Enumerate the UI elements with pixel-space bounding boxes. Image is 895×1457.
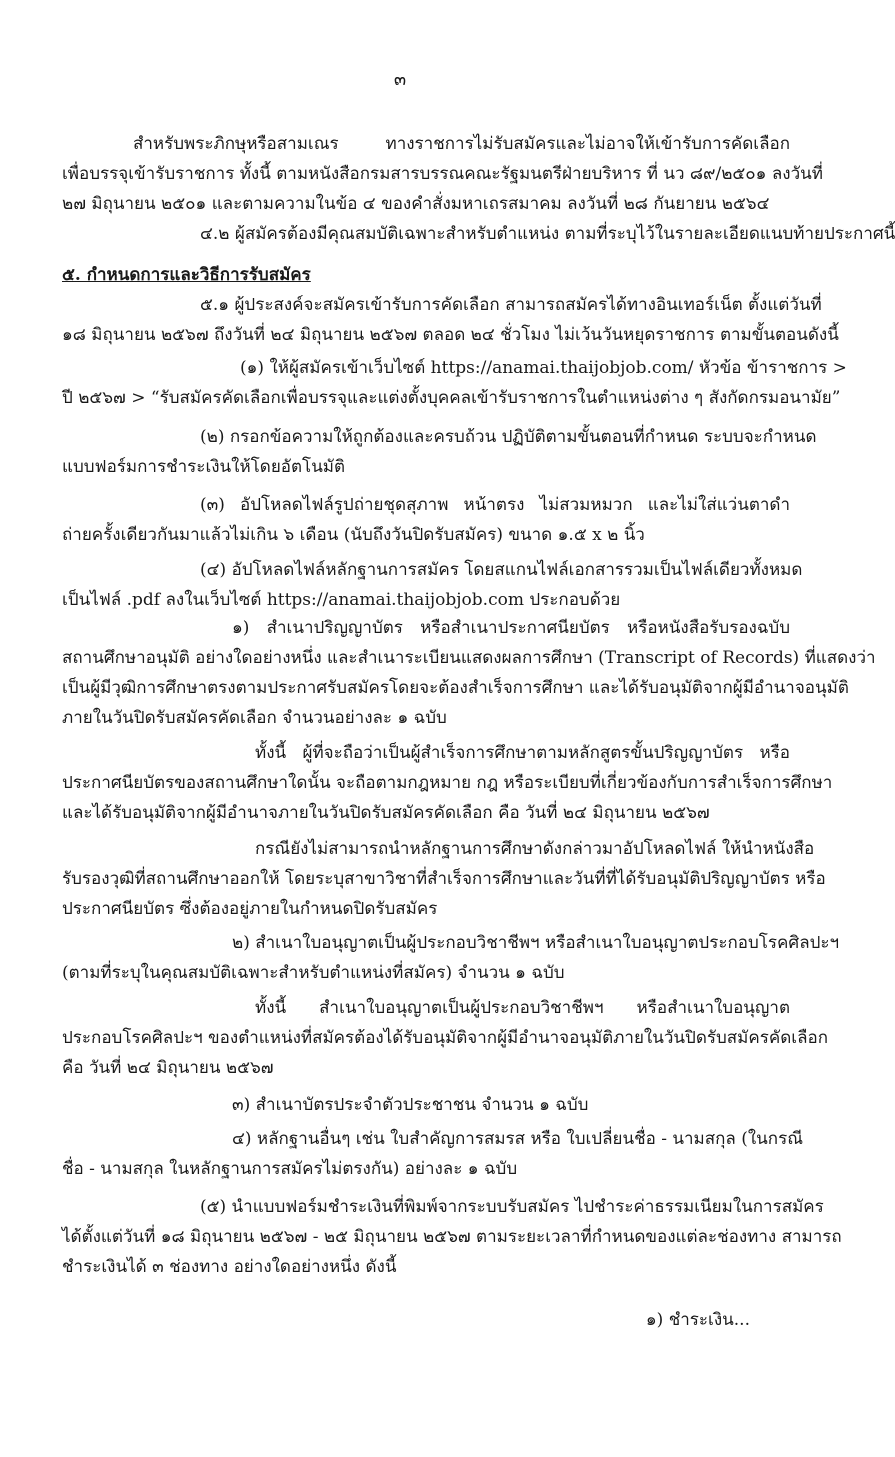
- intro-line: ๒๗ มิถุนายน ๒๕๐๑ และตามความในข้อ ๔ ของคำสั่งมหาเถรสมาคม ลงวันที่ ๒๘ กันยายน ๒๕๖๔: [62, 194, 770, 214]
- doc-2-note-line: ทั้งนี้ สำเนาใบอนุญาตเป็นผู้ประกอบวิชาชีพฯ หรือสำเนาใบอนุญาต: [255, 998, 790, 1018]
- doc-1-line: ๑) สำเนาปริญญาบัตร หรือสำเนาประกาศนียบัตร หรือหนังสือรับรองฉบับ: [232, 618, 790, 638]
- step-4-line: (๔) อัปโหลดไฟล์หลักฐานการสมัคร โดยสแกนไฟล์เอกสารรวมเป็นไฟล์เดียวทั้งหมด: [200, 560, 803, 580]
- step-3-line: (๓) อัปโหลดไฟล์รูปถ่ายชุดสุภาพ หน้าตรง ไม่สวมหมวก และไม่ใส่แว่นตาดำ: [200, 495, 790, 515]
- doc-4-line: ๔) หลักฐานอื่นๆ เช่น ใบสำคัญการสมรส หรือ ใบเปลี่ยนชื่อ - นามสกุล (ในกรณี: [232, 1129, 803, 1149]
- doc-3-line: ๓) สำเนาบัตรประจำตัวประชาชน จำนวน ๑ ฉบับ: [232, 1095, 589, 1115]
- doc-2-note-line: ประกอบโรคศิลปะฯ ของตำแหน่งที่สมัครต้องได้รับอนุมัติจากผู้มีอำนาจอนุมัติภายในวันปิดรับสมัครคัดเลือก: [62, 1028, 829, 1048]
- qualification-clause: ๔.๒ ผู้สมัครต้องมีคุณสมบัติเฉพาะสำหรับตำแหน่ง ตามที่ระบุไว้ในรายละเอียดแนบท้ายประกาศนี้: [200, 224, 895, 244]
- step-5-line: (๕) นำแบบฟอร์มชำระเงินที่พิมพ์จากระบบรับสมัคร ไปชำระค่าธรรมเนียมในการสมัคร: [200, 1197, 824, 1217]
- continuation-marker: ๑) ชำระเงิน...: [645, 1310, 750, 1330]
- step-4-line: เป็นไฟล์ .pdf ลงในเว็บไซต์ https://anamai.thaijobjob.com ประกอบด้วย: [62, 590, 621, 610]
- clause-5-1-line: ๑๘ มิถุนายน ๒๕๖๗ ถึงวันที่ ๒๔ มิถุนายน ๒๕๖๗ ตลอด ๒๔ ชั่วโมง ไม่เว้นวันหยุดราชการ ตามขั้นตอนดังนี้: [62, 325, 839, 345]
- doc-1-line: สถานศึกษาอนุมัติ อย่างใดอย่างหนึ่ง และสำเนาระเบียนแสดงผลการศึกษา (Transcript of Records) ที่แสดงว่า: [62, 648, 876, 668]
- page-number: ๓: [393, 69, 407, 90]
- section-heading: ๕. กำหนดการและวิธีการรับสมัคร: [62, 265, 311, 285]
- doc-1-line: ภายในวันปิดรับสมัครคัดเลือก จำนวนอย่างละ ๑ ฉบับ: [62, 708, 447, 728]
- doc-1-note-line: รับรองวุฒิที่สถานศึกษาออกให้ โดยระบุสาขาวิชาที่สำเร็จการศึกษาและวันที่ที่ได้รับอนุมัติปริญญาบัตร หรือ: [62, 869, 826, 889]
- doc-2-note-line: คือ วันที่ ๒๔ มิถุนายน ๒๕๖๗: [62, 1058, 274, 1078]
- step-1-line: (๑) ให้ผู้สมัครเข้าเว็บไซต์ https://anamai.thaijobjob.com/ หัวข้อ ข้าราชการ >: [240, 358, 847, 378]
- step-2-line: แบบฟอร์มการชำระเงินให้โดยอัตโนมัติ: [62, 457, 346, 477]
- doc-1-note-line: ประกาศนียบัตรของสถานศึกษาใดนั้น จะถือตามกฎหมาย กฎ หรือระเบียบที่เกี่ยวข้องกับการสำเร็จการศึกษา: [62, 773, 833, 793]
- doc-1-note-line: ประกาศนียบัตร ซึ่งต้องอยู่ภายในกำหนดปิดรับสมัคร: [62, 899, 438, 919]
- step-3-line: ถ่ายครั้งเดียวกันมาแล้วไม่เกิน ๖ เดือน (นับถึงวันปิดรับสมัคร) ขนาด ๑.๕ x ๒ นิ้ว: [62, 525, 645, 545]
- doc-1-note-line: ทั้งนี้ ผู้ที่จะถือว่าเป็นผู้สำเร็จการศึกษาตามหลักสูตรขั้นปริญญาบัตร หรือ: [255, 743, 790, 763]
- clause-5-1-line: ๕.๑ ผู้ประสงค์จะสมัครเข้ารับการคัดเลือก สามารถสมัครได้ทางอินเทอร์เน็ต ตั้งแต่วันที่: [200, 295, 822, 315]
- step-5-line: ได้ตั้งแต่วันที่ ๑๘ มิถุนายน ๒๕๖๗ - ๒๕ มิถุนายน ๒๕๖๗ ตามระยะเวลาที่กำหนดของแต่ละช่องทาง สามารถ: [62, 1227, 842, 1247]
- doc-4-line: ชื่อ - นามสกุล ในหลักฐานการสมัครไม่ตรงกัน) อย่างละ ๑ ฉบับ: [62, 1159, 518, 1179]
- intro-line: เพื่อบรรจุเข้ารับราชการ ทั้งนี้ ตามหนังสือกรมสารบรรณคณะรัฐมนตรีฝ่ายบริหาร ที่ นว ๘๙/๒๕๐๑ ลงวันที่: [62, 164, 823, 184]
- doc-2-line: ๒) สำเนาใบอนุญาตเป็นผู้ประกอบวิชาชีพฯ หรือสำเนาใบอนุญาตประกอบโรคศิลปะฯ: [232, 933, 840, 953]
- step-5-line: ชำระเงินได้ ๓ ช่องทาง อย่างใดอย่างหนึ่ง ดังนี้: [62, 1257, 397, 1277]
- intro-line: สำหรับพระภิกษุหรือสามเณร ทางราชการไม่รับสมัครและไม่อาจให้เข้ารับการคัดเลือก: [133, 134, 790, 154]
- step-2-line: (๒) กรอกข้อความให้ถูกต้องและครบถ้วน ปฏิบัติตามขั้นตอนที่กำหนด ระบบจะกำหนด: [200, 427, 817, 447]
- doc-1-note-line: และได้รับอนุมัติจากผู้มีอำนาจภายในวันปิดรับสมัครคัดเลือก คือ วันที่ ๒๔ มิถุนายน ๒๕๖๗: [62, 803, 710, 823]
- doc-2-line: (ตามที่ระบุในคุณสมบัติเฉพาะสำหรับตำแหน่งที่สมัคร) จำนวน ๑ ฉบับ: [62, 963, 565, 983]
- doc-1-note-line: กรณียังไม่สามารถนำหลักฐานการศึกษาดังกล่าวมาอัปโหลดไฟล์ ให้นำหนังสือ: [255, 839, 815, 859]
- doc-1-line: เป็นผู้มีวุฒิการศึกษาตรงตามประกาศรับสมัครโดยจะต้องสำเร็จการศึกษา และได้รับอนุมัติจากผู้มีอำนาจอนุมัติ: [62, 678, 849, 698]
- step-1-line: ปี ๒๕๖๗ > “รับสมัครคัดเลือกเพื่อบรรจุและแต่งตั้งบุคคลเข้ารับราชการในตำแหน่งต่าง ๆ สังกัดกรมอนามัย”: [62, 388, 841, 408]
